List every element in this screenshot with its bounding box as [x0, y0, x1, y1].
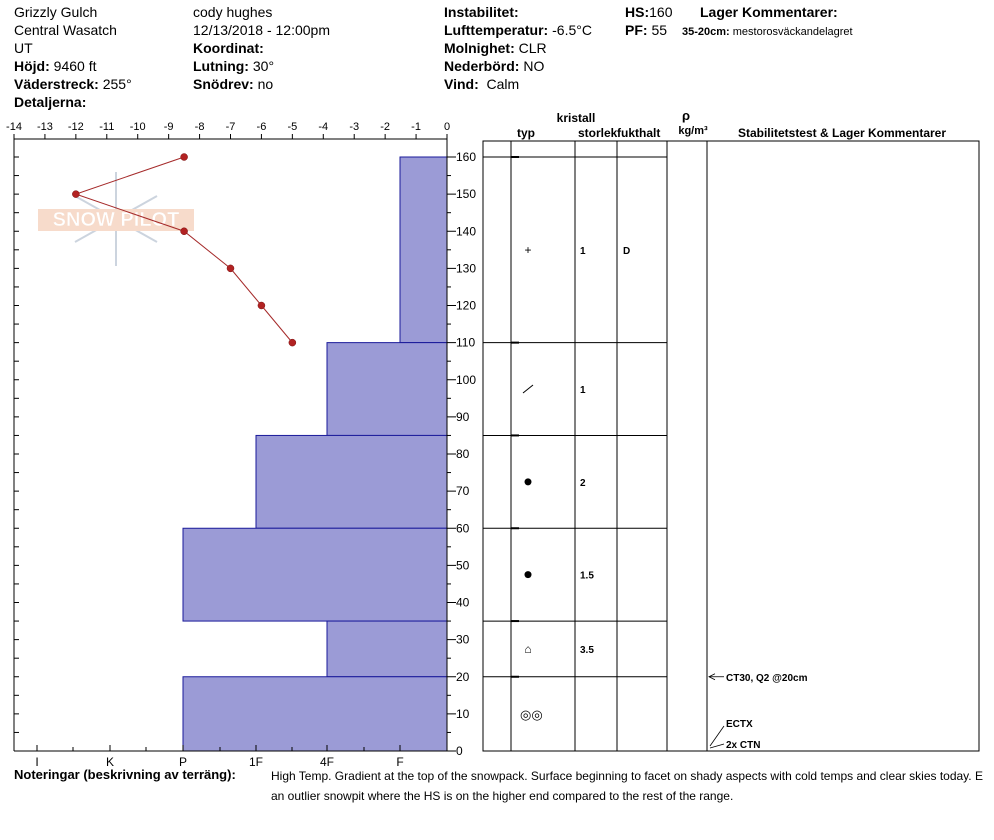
instability-label: Instabilitet:: [444, 4, 519, 20]
temp-tick-label--9: -9: [163, 121, 174, 133]
hardness-bar-2: [256, 435, 447, 528]
depth-tick-label-80: 80: [456, 447, 470, 461]
depth-tick-label-30: 30: [456, 632, 470, 647]
grain-size-1: 1: [580, 385, 586, 397]
depth-tick-label-100: 100: [456, 372, 477, 387]
temp-tick-label--11: -11: [99, 121, 115, 133]
pf-label: PF:: [625, 22, 648, 38]
sky-value: CLR: [518, 40, 547, 56]
aspect-label: Väderstreck:: [14, 76, 99, 92]
depth-tick-label-50: 50: [456, 558, 470, 573]
depth-tick-label-60: 60: [456, 521, 470, 536]
temp-tick-label--2: -2: [380, 121, 391, 133]
hardness-label-I: I: [35, 755, 39, 769]
hardness-bar-1: [327, 343, 447, 436]
grain-symbol-0: +: [524, 242, 532, 257]
wind-value: Calm: [486, 76, 520, 92]
hardness-bar-3: [183, 528, 447, 621]
hardness-label-F: F: [396, 755, 404, 769]
stability-header: Stabilitetstest & Lager Kommentarer: [737, 126, 947, 140]
temperature-line: [76, 157, 293, 343]
hardness-label-1F: 1F: [248, 755, 264, 769]
depth-tick-label-10: 10: [456, 706, 470, 721]
type-header: typ: [517, 126, 535, 140]
layer-comment-depth: 35-20cm:: [682, 26, 730, 38]
grain-symbol-4: ⌂: [524, 641, 532, 656]
notes-line-1: High Temp. Gradient at the top of the snowpack. Surface beginning to facet on shady aspects with cold temps and clear skies today. E: [271, 769, 983, 783]
grain-symbol-2: [525, 478, 532, 485]
temp-tick-label-0: 0: [443, 121, 451, 133]
location-name: Grizzly Gulch: [14, 4, 98, 20]
slope-label: Lutning:: [193, 58, 249, 74]
depth-tick-label-120: 120: [456, 298, 477, 313]
grain-symbol-1: [523, 385, 533, 393]
stability-arrow-1: [710, 726, 724, 746]
hardness-layers: [183, 157, 447, 751]
grain-size-2: 2: [580, 477, 586, 489]
temp-tick-label--5: -5: [287, 121, 298, 133]
temperature-profile: [72, 154, 296, 347]
grain-size-4: 3.5: [580, 644, 594, 656]
hardness-bar-0: [400, 157, 447, 343]
snowpilot-watermark: [38, 172, 194, 266]
density-unit-header: kg/m³: [678, 125, 708, 137]
hardness-bar-5: [183, 677, 447, 751]
temp-tick-label--6: -6: [256, 121, 267, 133]
temp-tick-label--8: -8: [194, 121, 205, 133]
airtemp-value: -6.5°C: [552, 22, 592, 38]
temp-tick-label--7: -7: [225, 121, 236, 133]
hardness-label-K: K: [105, 755, 115, 769]
temperature-point-5: [289, 339, 296, 346]
depth-tick-label-160: 160: [456, 150, 477, 164]
hs-label: HS:: [625, 4, 650, 20]
depth-tick-label-150: 150: [456, 187, 477, 202]
notes-line-2: an outlier snowpit where the HS is on the higher end compared to the rest of the range.: [271, 789, 734, 803]
temperature-point-1: [72, 191, 79, 198]
layer-table: [483, 141, 979, 751]
details-label: Detaljerna:: [14, 94, 87, 110]
temperature-point-0: [181, 154, 188, 161]
stability-test-2: 2x CTN: [726, 740, 761, 751]
temp-tick-label--10: -10: [129, 121, 146, 133]
depth-tick-label-110: 110: [456, 335, 476, 350]
slope-value: 30°: [252, 58, 275, 74]
temp-tick-label--4: -4: [318, 121, 329, 133]
temp-tick-label--13: -13: [36, 121, 53, 133]
wind-label: Vind:: [444, 76, 479, 92]
stability-arrow-2: [710, 744, 724, 748]
grain-symbol-3: [525, 571, 532, 578]
size-header: storlek: [578, 126, 618, 140]
stability-test-1: ECTX: [726, 719, 753, 730]
watermark-text: SNOW PILOT: [52, 209, 180, 231]
temp-tick-label--14: -14: [6, 121, 22, 133]
hardness-label-P: P: [178, 755, 188, 769]
grain-size-3: 1.5: [580, 570, 594, 582]
drift-value: no: [257, 76, 274, 92]
table-frame: [483, 141, 979, 751]
temp-tick-label--1: -1: [411, 121, 421, 133]
observer-name: cody hughes: [193, 4, 273, 20]
grain-symbol-5: ◎◎: [520, 706, 543, 722]
observation-datetime: 12/13/2018 - 12:00pm: [193, 22, 330, 38]
grain-size-0: 1: [580, 245, 586, 257]
temp-tick-label--12: -12: [67, 121, 84, 133]
hs-value: 160: [649, 4, 673, 20]
aspect-value: 255°: [102, 76, 132, 92]
temperature-point-2: [181, 228, 188, 235]
depth-tick-label-140: 140: [456, 224, 477, 239]
pf-value: 55: [651, 22, 668, 38]
depth-tick-label-70: 70: [456, 484, 470, 499]
sky-label: Molnighet:: [444, 40, 515, 56]
depth-tick-label-20: 20: [456, 669, 470, 684]
layer-comments-label: Lager Kommentarer:: [700, 4, 838, 20]
temperature-point-4: [258, 302, 265, 309]
depth-tick-label-0: 0: [456, 744, 463, 758]
depth-tick-label-40: 40: [456, 595, 470, 610]
crystal-header: kristall: [556, 111, 596, 125]
state-name: UT: [14, 40, 33, 56]
airtemp-label: Lufttemperatur:: [444, 22, 549, 38]
coordinate-label: Koordinat:: [193, 40, 264, 56]
elevation-label: Höjd:: [14, 58, 50, 74]
stability-test-0: CT30, Q2 @20cm: [726, 672, 808, 684]
drift-label: Snödrev:: [193, 76, 254, 92]
range-name: Central Wasatch: [14, 22, 117, 38]
hardness-bar-4: [327, 621, 447, 677]
moisture-header: fukthalt: [617, 126, 661, 140]
depth-tick-label-130: 130: [456, 261, 477, 276]
temperature-point-3: [227, 265, 234, 272]
notes-label: Noteringar (beskrivning av terräng):: [14, 767, 236, 782]
moisture-0: D: [623, 245, 631, 257]
layer-comment-text: mestorosväckandelagret: [732, 26, 853, 38]
hardness-label-4F: 4F: [319, 755, 335, 769]
precip-value: NO: [523, 58, 545, 74]
temp-tick-label--3: -3: [349, 121, 360, 133]
depth-tick-label-90: 90: [456, 409, 470, 424]
precip-label: Nederbörd:: [444, 58, 520, 74]
rho-header: ρ: [681, 108, 691, 123]
elevation-value: 9460 ft: [53, 58, 97, 74]
